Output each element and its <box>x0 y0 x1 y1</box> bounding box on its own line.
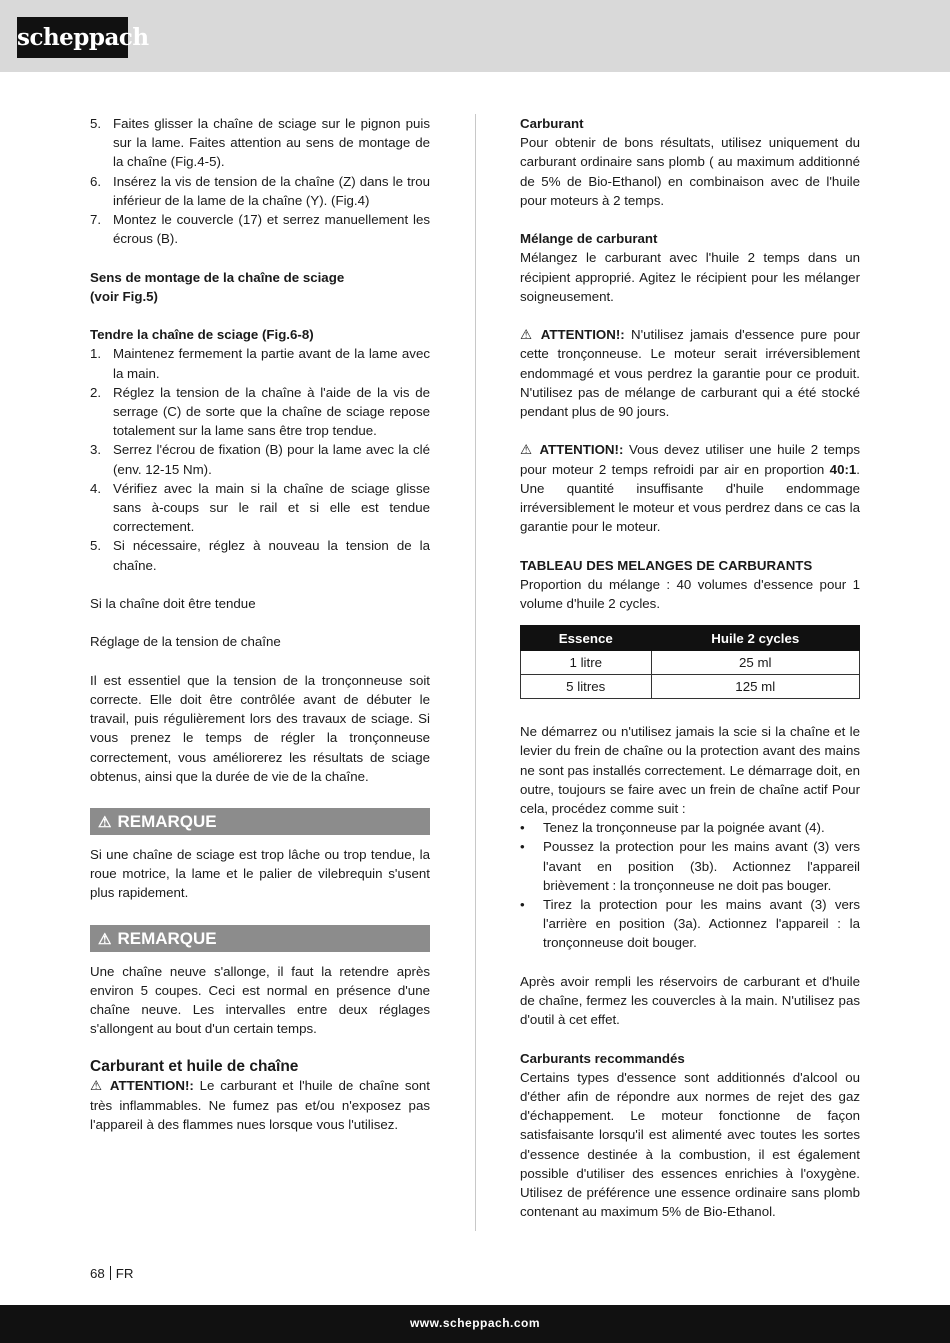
paragraph: Si la chaîne doit être tendue <box>90 596 256 612</box>
list-item: 7. Montez le couvercle (17) et serrez manuellement les écrous (B). <box>90 212 430 247</box>
section-title: Sens de montage de la chaîne de sciage <box>90 269 345 285</box>
table-cell: 1 litre <box>521 651 652 675</box>
paragraph: Réglage de la tension de chaîne <box>90 634 281 650</box>
warning-icon: ⚠ <box>98 814 112 832</box>
note-text: Une chaîne neuve s'allonge, il faut la retendre après environ 5 coupes. Ceci est normal en présence d'une chaîne neuve. Les intervalles entre deux réglages s'allongent au bout d'un certain temps. <box>90 963 430 1037</box>
section-title: TABLEAU DES MELANGES DE CARBURANTS <box>520 557 813 573</box>
note-text: Si une chaîne de sciage est trop lâche ou trop tendue, la roue motrice, la lame et le palier de vilebrequin s'usent plus rapidement. <box>90 847 430 901</box>
fuel-mix-table <box>520 625 860 699</box>
warning-icon: ⚠ <box>520 327 541 343</box>
table-header: Essence <box>521 626 652 651</box>
note-banner: ⚠ REMARQUE <box>90 808 430 835</box>
steps-list-b <box>90 344 430 574</box>
section-title: Carburant <box>520 116 584 131</box>
list-item: • Tirez la protection pour les mains avant (3) vers l'arrière en position (3a). Actionnez l'appareil : la tronçonneuse doit bouger. <box>520 897 860 951</box>
section-title: Carburants recommandés <box>520 1050 685 1066</box>
table-row <box>521 675 860 699</box>
table-cell: 125 ml <box>651 675 859 699</box>
warning-paragraph: ⚠ ATTENTION!: N'utilisez jamais d'essence pure pour cette tronçonneuse. Le moteur serait irréversiblement endommagé et vous perdrez la garantie pour ce produit. N'utilisez pas de mélange de carburant qui a été stocké pendant plus de 90 jours. <box>520 327 860 420</box>
bullet-list <box>520 818 860 952</box>
right-column <box>520 114 860 1221</box>
paragraph: Il est essentiel que la tension de la tronçonneuse soit correcte. Elle doit être contrôlée avant de débuter le travail, puis régulièrement lors des travaux de sciage. Si vous prenez le temps de régler la tronçonneuse correctement, vous améliorerez les résultats de sciage obtenus, ainsi que la durée de vie de la chaîne. <box>90 672 430 784</box>
list-item: • Poussez la protection pour les mains avant (3) vers l'avant en position (3b). Actionnez l'appareil brièvement : la tronçonneuse ne doit pas bouger. <box>520 839 860 893</box>
paragraph: Pour obtenir de bons résultats, utilisez uniquement du carburant ordinaire sans plomb ( au maximum additionné de 5% de Bio-Ethanol) en combinaison avec de l'huile pour moteurs à 2 temps. <box>520 135 860 208</box>
section-heading: Carburant et huile de chaîne <box>90 1058 299 1076</box>
table-cell: 25 ml <box>651 651 859 675</box>
header-bar <box>0 0 950 72</box>
paragraph: Après avoir rempli les réservoirs de carburant et d'huile de chaîne, fermez les couvercles à la main. N'utilisez pas d'outil à cet effet. <box>520 973 860 1028</box>
note-banner: ⚠ REMARQUE <box>90 925 430 952</box>
warning-paragraph: ⚠ ATTENTION!: Le carburant et l'huile de chaîne sont très inflammables. Ne fumez pas et/ou n'exposez pas l'appareil à des flammes nues lorsque vous l'utilisez. <box>90 1078 430 1132</box>
warning-icon: ⚠ <box>98 930 112 948</box>
column-divider <box>475 114 476 1231</box>
warning-icon: ⚠ <box>90 1078 110 1094</box>
paragraph: Ne démarrez ou n'utilisez jamais la scie si la chaîne et le levier du frein de chaîne ou la protection avant des mains ne sont pas installés correctement. Le démarrage doit, en outre, toujours se faire avec un frein de chaîne actif Pour cela, procédez comme suit : <box>520 724 860 817</box>
table-row <box>521 651 860 675</box>
section-title: Mélange de carburant <box>520 231 658 247</box>
website-link[interactable]: www.scheppach.com <box>409 1316 541 1330</box>
brand-logo: scheppach <box>17 17 128 58</box>
warning-paragraph: ⚠ ATTENTION!: Vous devez utiliser une huile 2 temps pour moteur 2 temps refroidi par air en proportion 40:1. Une quantité insuffisante d'huile endommage irréversiblement le moteur et vous perdrez dans ce cas la garantie pour le moteur. <box>520 442 860 535</box>
section-title: Tendre la chaîne de sciage (Fig.6-8) <box>90 327 314 343</box>
page-number: 68 FR <box>90 1266 134 1281</box>
list-item: 1. Maintenez fermement la partie avant de la lame avec la main. <box>90 346 430 381</box>
list-item: • Tenez la tronçonneuse par la poignée avant (4). <box>520 820 825 836</box>
list-item: 5. Si nécessaire, réglez à nouveau la tension de la chaîne. <box>90 538 430 573</box>
paragraph: Certains types d'essence sont additionnés d'alcool ou d'éther afin de répondre aux normes de rejet des gaz d'échappement. Le moteur fonctionne de façon satisfaisante lorsqu'il est alimenté avec toutes les sortes d'essence destinée à la combustion, il est également possible d'utiliser des essences enrichies à l'oxygène. Utilisez de préférence une essence ordinaire sans plomb contenant au maximum 5% de Bio-Ethanol. <box>520 1069 860 1220</box>
list-item: 3. Serrez l'écrou de fixation (B) pour la lame avec la clé (env. 12-15 Nm). <box>90 442 430 477</box>
paragraph: Mélangez le carburant avec l'huile 2 temps dans un récipient approprié. Agitez le récipient pour les mélanger soigneusement. <box>520 250 860 304</box>
section-title: (voir Fig.5) <box>90 288 158 304</box>
steps-list-a <box>90 114 430 248</box>
paragraph: Proportion du mélange : 40 volumes d'essence pour 1 volume d'huile 2 cycles. <box>520 576 860 612</box>
table-header: Huile 2 cycles <box>651 626 859 651</box>
list-item: 5. Faites glisser la chaîne de sciage sur le pignon puis sur la lame. Faites attention au sens de montage de la chaîne (Fig.4-5). <box>90 116 430 170</box>
left-column <box>90 114 430 1134</box>
list-item: 4. Vérifiez avec la main si la chaîne de sciage glisse sans à-coups sur le rail et si elle est tendue correctement. <box>90 480 430 535</box>
table-cell: 5 litres <box>521 675 652 699</box>
footer-bar <box>0 1305 950 1343</box>
list-item: 6. Insérez la vis de tension de la chaîne (Z) dans le trou inférieur de la lame de la chaîne (Y). (Fig.4) <box>90 173 430 208</box>
warning-icon: ⚠ <box>520 442 540 458</box>
list-item: 2. Réglez la tension de la chaîne à l'aide de la vis de serrage (C) de sorte que la chaîne de sciage repose totalement sur la lame sans être trop tendue. <box>90 384 430 439</box>
